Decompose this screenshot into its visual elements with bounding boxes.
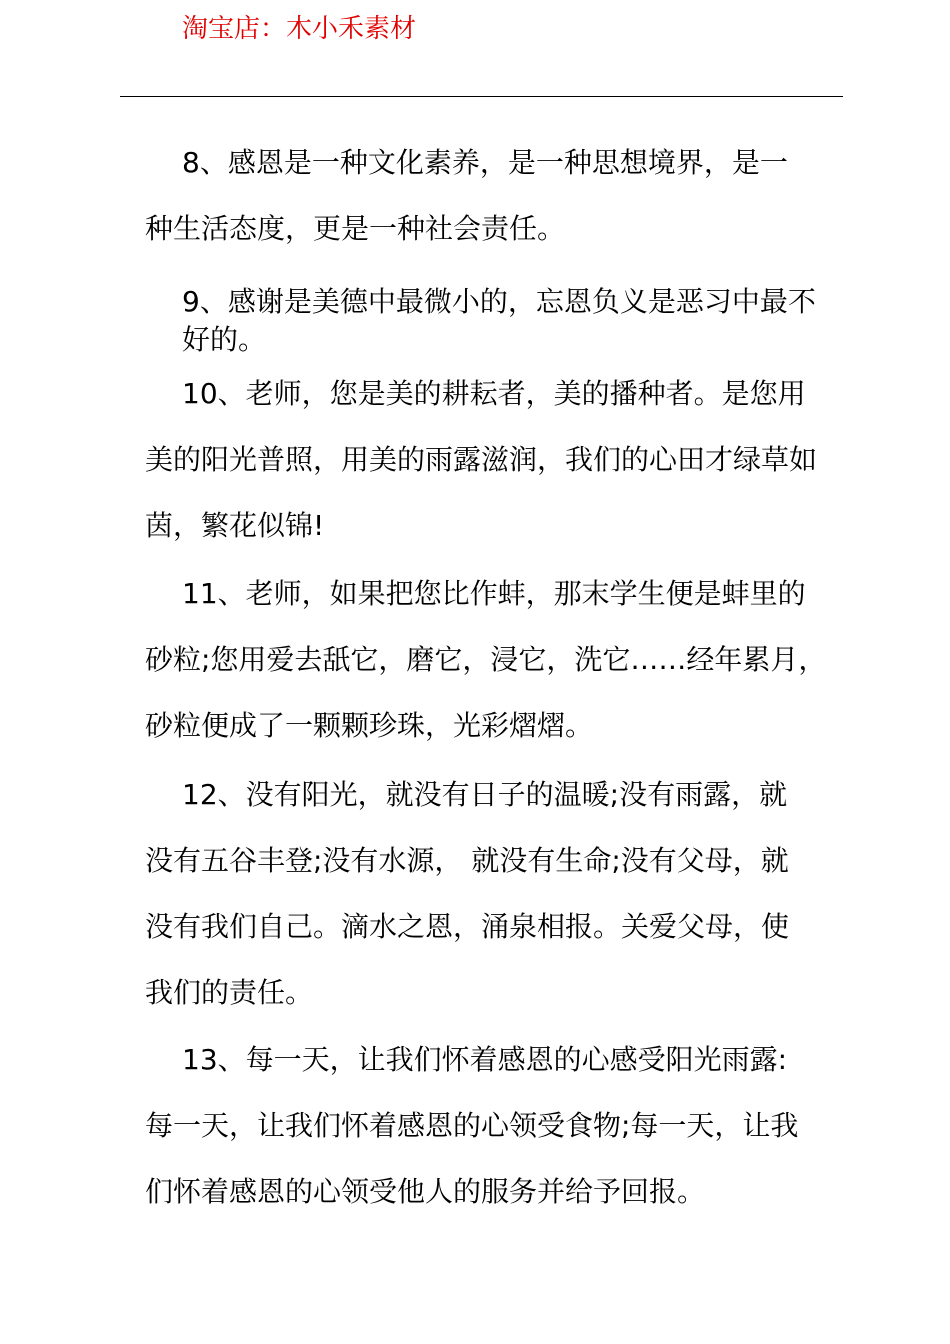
paragraph-12-line-3: 没有我们自己。滴水之恩，涌泉相报。关爱父母，使	[145, 910, 790, 943]
paragraph-13-line-1: 13、每一天，让我们怀着感恩的心感受阳光雨露:	[182, 1043, 788, 1076]
paragraph-11-line-3: 砂粒便成了一颗颗珍珠，光彩熠熠。	[145, 709, 594, 742]
paragraph-10-line-2: 美的阳光普照，用美的雨露滋润，我们的心田才绿草如	[145, 443, 818, 476]
paragraph-10-line-1: 10、老师，您是美的耕耘者，美的播种者。是您用	[182, 377, 806, 410]
paragraph-10-line-3: 茵，繁花似锦!	[145, 509, 325, 542]
paragraph-11-line-1: 11、老师，如果把您比作蚌，那末学生便是蚌里的	[182, 577, 806, 610]
paragraph-9-line-2: 好的。	[182, 323, 267, 356]
paragraph-11-line-2: 砂粒;您用爱去舐它，磨它，浸它，洗它……经年累月，	[145, 643, 827, 676]
paragraph-9-line-1: 9、感谢是美德中最微小的，忘恩负义是恶习中最不	[182, 285, 816, 318]
paragraph-13-line-2: 每一天，让我们怀着感恩的心领受食物;每一天，让我	[145, 1109, 799, 1142]
paragraph-8-line-1: 8、感恩是一种文化素养，是一种思想境界，是一	[182, 146, 788, 179]
paragraph-12-line-1: 12、没有阳光，就没有日子的温暖;没有雨露，就	[182, 778, 788, 811]
paragraph-12-line-4: 我们的责任。	[145, 976, 314, 1009]
header-divider	[120, 96, 843, 97]
paragraph-8-line-2: 种生活态度，更是一种社会责任。	[145, 212, 566, 245]
paragraph-13-line-3: 们怀着感恩的心领受他人的服务并给予回报。	[145, 1175, 706, 1208]
shop-header: 淘宝店：木小禾素材	[182, 14, 417, 44]
paragraph-12-line-2: 没有五谷丰登;没有水源， 就没有生命;没有父母，就	[145, 844, 789, 877]
